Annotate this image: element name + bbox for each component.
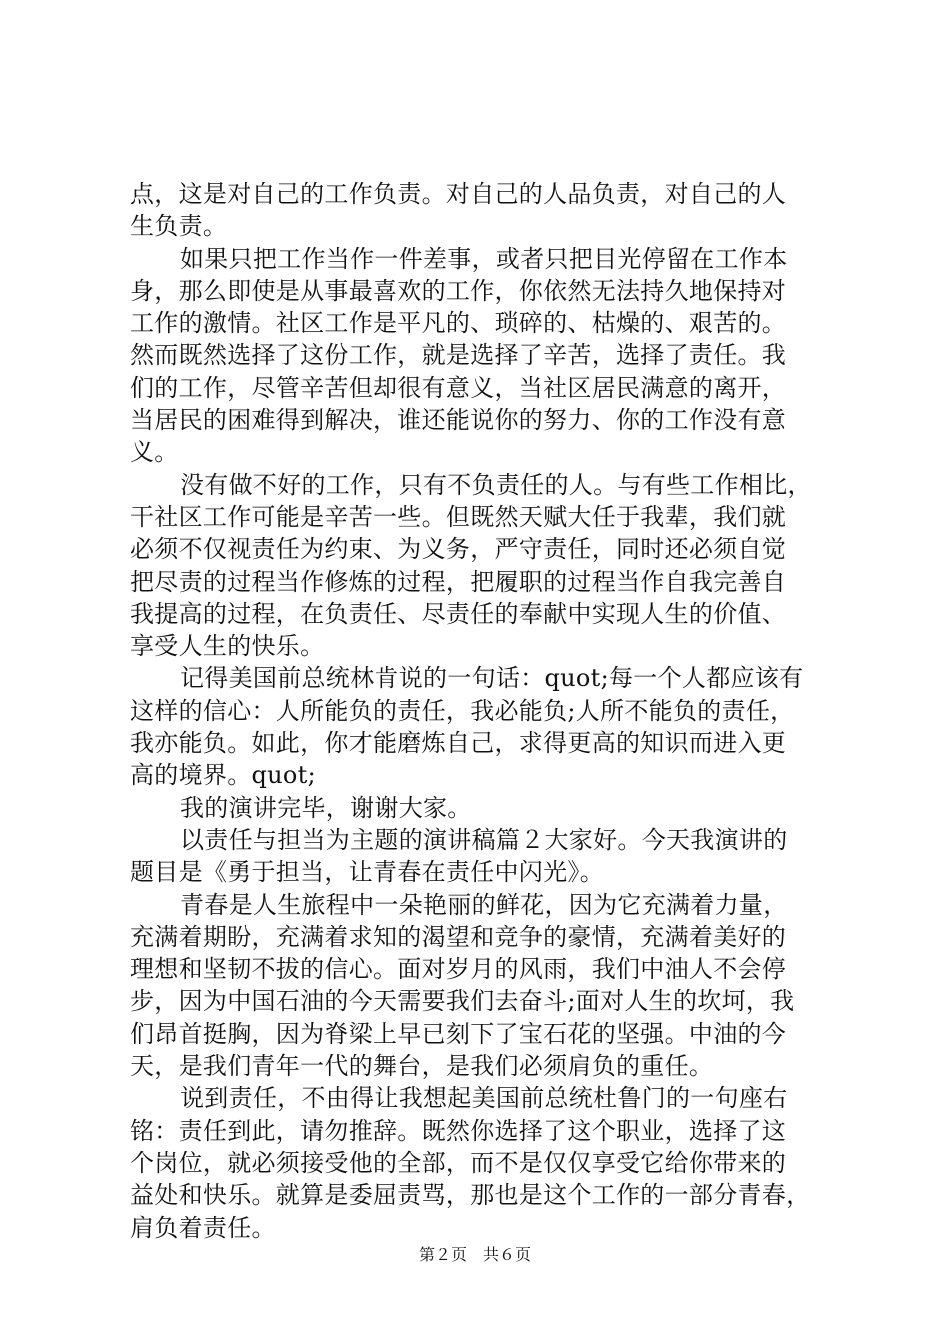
text-line: 肩负着责任。 bbox=[130, 1213, 276, 1242]
paragraph-start-line: 说到责任，不由得让我想起美国前总统杜鲁门的一句座右 bbox=[180, 1084, 788, 1113]
text-line: 当居民的困难得到解决，谁还能说你的努力、你的工作没有意 bbox=[130, 406, 787, 435]
text-line: 必须不仅视责任为约束、为义务，严守责任，同时还必须自觉 bbox=[130, 535, 787, 564]
text-line: 益处和快乐。就算是委屈责骂，那也是这个工作的一部分青春， bbox=[130, 1181, 811, 1210]
text-line: 身，那么即使是从事最喜欢的工作，你依然无法持久地保持对 bbox=[130, 276, 787, 305]
paragraph-start-line: 我的演讲完毕，谢谢大家。 bbox=[180, 793, 472, 822]
text-line: 高的境界。quot; bbox=[130, 761, 316, 790]
text-line: 点，这是对自己的工作负责。对自己的人品负责，对自己的人 bbox=[130, 180, 787, 208]
paragraph-start-line: 如果只把工作当作一件差事，或者只把目光停留在工作本 bbox=[180, 244, 788, 273]
text-line: 义。 bbox=[130, 438, 179, 467]
text-line: 们的工作，尽管辛苦但却很有意义，当社区居民满意的离开， bbox=[130, 373, 787, 402]
text-line: 把尽责的过程当作修炼的过程，把履职的过程当作自我完善自 bbox=[130, 567, 787, 596]
text-line: 步，因为中国石油的今天需要我们去奋斗;面对人生的坎坷，我 bbox=[130, 987, 795, 1016]
paragraph-start-line: 记得美国前总统林肯说的一句话：quot;每一个人都应该有 bbox=[180, 664, 804, 693]
text-line: 工作的激情。社区工作是平凡的、琐碎的、枯燥的、艰苦的。 bbox=[130, 309, 787, 338]
text-line: 我提高的过程，在负责任、尽责任的奉献中实现人生的价值、 bbox=[130, 599, 787, 628]
paragraph-start-line: 青春是人生旅程中一朵艳丽的鲜花，因为它充满着力量， bbox=[180, 890, 788, 919]
text-line: 我亦能负。如此，你才能磨炼自己，求得更高的知识而进入更 bbox=[130, 729, 787, 758]
page-number-footer: 第２页 共６页 bbox=[418, 1245, 531, 1264]
text-line: 个岗位，就必须接受他的全部，而不是仅仅享受它给你带来的 bbox=[130, 1148, 787, 1177]
body-text bbox=[130, 178, 844, 1244]
text-line: 充满着期盼，充满着求知的渴望和竞争的豪情，充满着美好的 bbox=[130, 922, 787, 951]
text-line: 生负责。 bbox=[130, 212, 228, 241]
text-line: 天，是我们青年一代的舞台，是我们必须肩负的重任。 bbox=[130, 1052, 714, 1081]
text-line: 这样的信心：人所能负的责任，我必能负;人所不能负的责任， bbox=[130, 696, 795, 725]
text-line: 干社区工作可能是辛苦一些。但既然天赋大任于我辈，我们就 bbox=[130, 502, 787, 531]
text-line: 然而既然选择了这份工作，就是选择了辛苦，选择了责任。我 bbox=[130, 341, 787, 370]
text-line: 理想和坚韧不拔的信心。面对岁月的风雨，我们中油人不会停 bbox=[130, 955, 787, 984]
paragraph-start-line: 没有做不好的工作，只有不负责任的人。与有些工作相比， bbox=[180, 470, 812, 499]
text-line: 铭：责任到此，请勿推辞。既然你选择了这个职业，选择了这 bbox=[130, 1116, 787, 1145]
text-line: 题目是《勇于担当，让青春在责任中闪光》。 bbox=[130, 858, 604, 887]
text-line: 们昂首挺胸，因为脊梁上早已刻下了宝石花的坚强。中油的今 bbox=[130, 1019, 787, 1048]
paragraph-start-line: 以责任与担当为主题的演讲稿篇２大家好。今天我演讲的 bbox=[180, 825, 788, 854]
text-line: 享受人生的快乐。 bbox=[130, 632, 325, 661]
